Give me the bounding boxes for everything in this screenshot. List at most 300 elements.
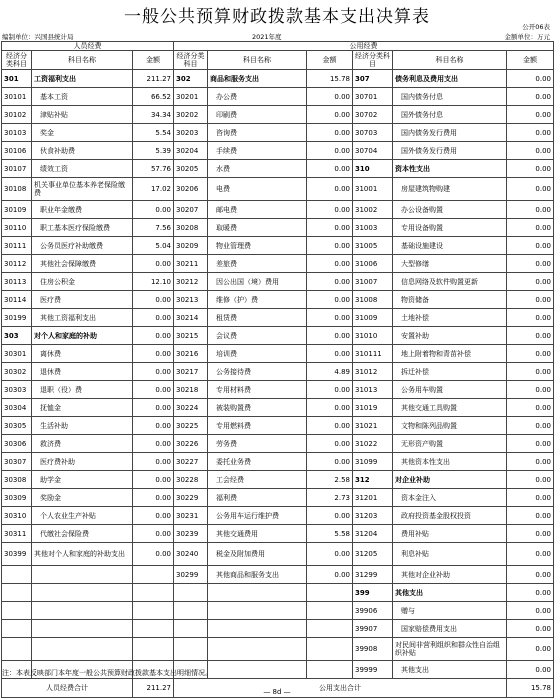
cell-code: 30103 [2,124,32,142]
cell-name: 差旅费 [208,255,307,273]
table-row [2,201,554,219]
cell-code: 31204 [353,525,393,543]
header-amount: 金额 [507,51,554,70]
cell-name: 物业管理费 [208,237,307,255]
table-row [2,620,554,638]
cell-name: 资本金注入 [393,489,507,507]
cell-code: 302 [174,70,208,88]
cell-amount: 0.00 [307,106,353,124]
cell-name: 国内债务发行费用 [393,124,507,142]
cell-name [32,638,133,661]
cell-amount [307,584,353,602]
cell-code: 30229 [174,489,208,507]
table-row [2,525,554,543]
cell-name: 信息网络及软件购置更新 [393,273,507,291]
table-row [2,124,554,142]
unit-label: 编制单位：兴国县统计局 [2,33,74,41]
cell-code: 30306 [2,435,32,453]
cell-name: 委托业务费 [208,453,307,471]
cell-name: 其他资本性支出 [393,453,507,471]
personnel-total-value: 211.27 [133,679,174,698]
cell-amount [133,566,174,584]
cell-code: 30207 [174,201,208,219]
cell-amount: 0.00 [507,178,554,201]
cell-code: 31009 [353,309,393,327]
cell-amount: 0.00 [307,345,353,363]
cell-name: 其他支出 [393,661,507,679]
cell-name: 公务用车运行维护费 [208,507,307,525]
cell-name: 职业年金缴费 [32,201,133,219]
cell-amount: 0.00 [507,363,554,381]
cell-name: 伙食补助费 [32,142,133,160]
cell-code: 30240 [174,543,208,566]
cell-amount: 0.00 [307,255,353,273]
cell-amount: 0.00 [507,620,554,638]
cell-code: 30110 [2,219,32,237]
cell-name: 专用材料费 [208,381,307,399]
cell-amount [307,638,353,661]
cell-code: 30107 [2,160,32,178]
cell-code: 303 [2,327,32,345]
cell-code: 30303 [2,381,32,399]
cell-code: 30214 [174,309,208,327]
cell-name: 费用补贴 [393,525,507,543]
cell-amount: 0.00 [507,237,554,255]
cell-name: 退休费 [32,363,133,381]
cell-name: 无形资产购置 [393,435,507,453]
cell-code: 399 [353,584,393,602]
cell-amount: 17.02 [133,178,174,201]
cell-name [32,602,133,620]
cell-name: 机关事业单位基本养老保险缴费 [32,178,133,201]
cell-code: 31201 [353,489,393,507]
cell-name: 土地补偿 [393,309,507,327]
cell-code: 30211 [174,255,208,273]
cell-code [2,566,32,584]
cell-name: 税金及附加费用 [208,543,307,566]
cell-amount: 0.00 [307,201,353,219]
cell-amount: 0.00 [133,525,174,543]
cell-amount: 0.00 [507,327,554,345]
cell-amount: 5.54 [133,124,174,142]
cell-name: 公务员医疗补助缴费 [32,237,133,255]
cell-code: 31003 [353,219,393,237]
cell-name: 地上附着物和青苗补偿 [393,345,507,363]
cell-amount: 0.00 [507,507,554,525]
cell-amount: 0.00 [133,381,174,399]
cell-name: 文物和陈列品购置 [393,417,507,435]
cell-amount: 0.00 [507,489,554,507]
cell-amount: 0.00 [507,638,554,661]
cell-code: 30228 [174,471,208,489]
cell-name: 奖金 [32,124,133,142]
cell-name: 基础设施建设 [393,237,507,255]
header-name: 科目名称 [208,51,307,70]
public-total-value: 15.78 [507,679,554,698]
cell-name: 房屋建筑物购建 [393,178,507,201]
cell-amount: 0.00 [133,507,174,525]
header-code: 经济分类科目 [353,51,393,70]
cell-name: 工资福利支出 [32,70,133,88]
cell-code: 30310 [2,507,32,525]
table-row [2,160,554,178]
cell-amount: 0.00 [307,124,353,142]
cell-amount: 0.00 [307,88,353,106]
cell-amount: 0.00 [307,543,353,566]
cell-name: 公务用车购置 [393,381,507,399]
cell-name: 租赁费 [208,309,307,327]
cell-name: 物资储备 [393,291,507,309]
cell-code: 30101 [2,88,32,106]
footnote: 注：本表反映部门本年度一般公共预算财政拨款基本支出明细情况。 [2,669,212,677]
cell-name: 住房公积金 [32,273,133,291]
cell-code: 31019 [353,399,393,417]
cell-code: 30114 [2,291,32,309]
cell-amount: 0.00 [307,309,353,327]
cell-amount: 0.00 [307,417,353,435]
cell-amount [133,602,174,620]
cell-code [2,602,32,620]
cell-name: 劳务费 [208,435,307,453]
cell-amount: 57.76 [133,160,174,178]
table-row [2,106,554,124]
amount-unit: 金额单位：万元 [504,33,550,41]
cell-name: 资本性支出 [393,160,507,178]
cell-name: 其他商品和服务支出 [208,566,307,584]
cell-name [208,620,307,638]
cell-code [174,602,208,620]
cell-code: 31021 [353,417,393,435]
table-row [2,255,554,273]
cell-code: 30201 [174,88,208,106]
cell-amount: 0.00 [507,201,554,219]
cell-code: 31299 [353,566,393,584]
cell-code: 30112 [2,255,32,273]
cell-name [32,584,133,602]
cell-name: 公务接待费 [208,363,307,381]
table-row [2,602,554,620]
cell-code: 30226 [174,435,208,453]
cell-code: 30239 [174,525,208,543]
cell-code: 31013 [353,381,393,399]
cell-code [2,620,32,638]
cell-name [32,620,133,638]
header-name: 科目名称 [393,51,507,70]
cell-code: 39908 [353,638,393,661]
cell-amount [307,661,353,679]
cell-code: 30215 [174,327,208,345]
cell-name: 其他交通工具购置 [393,399,507,417]
table-row [2,70,554,88]
cell-amount: 0.00 [307,219,353,237]
cell-amount: 4.89 [307,363,353,381]
cell-name: 水费 [208,160,307,178]
cell-amount: 0.00 [507,381,554,399]
cell-code: 30204 [174,142,208,160]
group-header-row [2,42,554,51]
cell-name: 奖励金 [32,489,133,507]
table-row [2,178,554,201]
cell-name: 职工基本医疗保险缴费 [32,219,133,237]
cell-amount: 0.00 [133,309,174,327]
cell-code: 30205 [174,160,208,178]
cell-name: 救济费 [32,435,133,453]
cell-name: 拆迁补偿 [393,363,507,381]
cell-code: 307 [353,70,393,88]
cell-code: 30109 [2,201,32,219]
cell-code: 310 [353,160,393,178]
year-label: 2021年度 [252,33,282,41]
cell-code: 30113 [2,273,32,291]
cell-amount [133,584,174,602]
cell-code: 30218 [174,381,208,399]
table-row [2,142,554,160]
cell-name: 抚恤金 [32,399,133,417]
cell-name: 个人农业生产补贴 [32,507,133,525]
cell-code: 30307 [2,453,32,471]
cell-amount: 0.00 [133,417,174,435]
cell-code: 31005 [353,237,393,255]
cell-amount: 0.00 [507,88,554,106]
cell-amount: 0.00 [507,543,554,566]
cell-amount: 0.00 [307,291,353,309]
cell-amount: 0.00 [307,435,353,453]
cell-name: 绩效工资 [32,160,133,178]
cell-code: 31012 [353,363,393,381]
cell-name: 福利费 [208,489,307,507]
cell-amount: 0.00 [507,399,554,417]
cell-code [174,638,208,661]
column-header-row [2,51,554,70]
cell-name [32,566,133,584]
cell-amount: 7.56 [133,219,174,237]
cell-amount: 0.00 [507,124,554,142]
cell-name: 其他交通费用 [208,525,307,543]
cell-code: 30212 [174,273,208,291]
cell-code: 30111 [2,237,32,255]
cell-code: 30225 [174,417,208,435]
cell-code: 39999 [353,661,393,679]
table-row [2,489,554,507]
table-row [2,435,554,453]
cell-name: 会议费 [208,327,307,345]
cell-code: 30301 [2,345,32,363]
cell-amount: 0.00 [507,142,554,160]
table-row [2,584,554,602]
cell-amount: 2.58 [307,471,353,489]
cell-code: 30213 [174,291,208,309]
cell-code: 31010 [353,327,393,345]
cell-name [208,661,307,679]
cell-name: 对个人和家庭的补助 [32,327,133,345]
cell-name: 办公费 [208,88,307,106]
cell-name: 其他工资福利支出 [32,309,133,327]
cell-amount: 0.00 [507,70,554,88]
cell-amount: 0.00 [507,309,554,327]
cell-code: 312 [353,471,393,489]
cell-name: 维修（护）费 [208,291,307,309]
cell-name: 咨询费 [208,124,307,142]
cell-name: 专用设备购置 [393,219,507,237]
cell-amount: 0.00 [307,237,353,255]
cell-amount: 34.34 [133,106,174,124]
cell-amount [133,620,174,638]
cell-name: 国家赔偿费用支出 [393,620,507,638]
cell-name: 培训费 [208,345,307,363]
cell-code: 30209 [174,237,208,255]
table-row [2,399,554,417]
cell-amount: 0.00 [133,201,174,219]
personnel-total-label: 人员经费合计 [2,679,133,698]
cell-code: 30309 [2,489,32,507]
cell-code: 30701 [353,88,393,106]
table-row [2,88,554,106]
cell-amount: 0.00 [507,661,554,679]
cell-amount: 5.58 [307,525,353,543]
cell-name: 安置补助 [393,327,507,345]
cell-name: 赠与 [393,602,507,620]
cell-amount: 0.00 [507,471,554,489]
cell-amount: 2.73 [307,489,353,507]
cell-code: 30203 [174,124,208,142]
cell-name: 印刷费 [208,106,307,124]
cell-amount [133,638,174,661]
cell-name: 国外债务发行费用 [393,142,507,160]
cell-amount: 0.00 [307,327,353,345]
cell-amount: 0.00 [507,106,554,124]
cell-code: 30302 [2,363,32,381]
table-row [2,453,554,471]
cell-code: 31099 [353,453,393,471]
cell-amount: 0.00 [133,489,174,507]
header-name: 科目名称 [32,51,133,70]
cell-amount: 5.04 [133,237,174,255]
cell-name: 政府投资基金股权投资 [393,507,507,525]
cell-amount: 0.00 [307,273,353,291]
cell-amount: 0.00 [507,417,554,435]
cell-code: 30199 [2,309,32,327]
cell-code: 31002 [353,201,393,219]
page-title: 一般公共预算财政拨款基本支出决算表 [124,7,430,27]
cell-name: 其他对个人和家庭的补助支出 [32,543,133,566]
cell-amount: 5.39 [133,142,174,160]
cell-amount: 0.00 [507,219,554,237]
table-row [2,309,554,327]
cell-name: 电费 [208,178,307,201]
cell-code [174,584,208,602]
header-amount: 金额 [307,51,353,70]
cell-amount: 0.00 [507,160,554,178]
cell-name: 手续费 [208,142,307,160]
table-row [2,345,554,363]
header-amount: 金额 [133,51,174,70]
cell-amount: 0.00 [507,602,554,620]
cell-code: 30227 [174,453,208,471]
cell-amount: 0.00 [307,381,353,399]
cell-code: 30702 [353,106,393,124]
public-total-label: 公用支出合计 [174,679,507,698]
cell-code: 30308 [2,471,32,489]
cell-name: 办公设备购置 [393,201,507,219]
cell-code: 31008 [353,291,393,309]
cell-name: 商品和服务支出 [208,70,307,88]
cell-amount: 0.00 [507,435,554,453]
cell-code: 30202 [174,106,208,124]
cell-name: 退职（役）费 [32,381,133,399]
table-row [2,219,554,237]
cell-code: 31001 [353,178,393,201]
cell-code: 39906 [353,602,393,620]
cell-name: 对民间非营利组织和群众性自治组织补贴 [393,638,507,661]
cell-amount: 0.00 [507,525,554,543]
cell-amount: 0.00 [307,399,353,417]
page-number: — 8d — [263,688,291,696]
cell-name: 大型修缮 [393,255,507,273]
cell-name: 医疗费 [32,291,133,309]
cell-amount [307,602,353,620]
table-row [2,237,554,255]
cell-code: 30108 [2,178,32,201]
header-code: 经济分类科目 [174,51,208,70]
cell-code: 30106 [2,142,32,160]
cell-name: 其他对企业补助 [393,566,507,584]
cell-amount: 0.00 [507,566,554,584]
cell-code: 30217 [174,363,208,381]
cell-name: 助学金 [32,471,133,489]
cell-amount: 0.00 [133,363,174,381]
cell-code: 30299 [174,566,208,584]
cell-amount: 0.00 [507,255,554,273]
cell-name: 其他支出 [393,584,507,602]
cell-amount: 0.00 [133,291,174,309]
cell-code: 31022 [353,435,393,453]
cell-name: 专用燃料费 [208,417,307,435]
cell-name: 其他社会保障缴费 [32,255,133,273]
cell-code: 30224 [174,399,208,417]
cell-code [2,584,32,602]
cell-name [208,584,307,602]
table-code: 公开06表 [522,23,550,31]
cell-amount: 0.00 [507,273,554,291]
cell-code [2,638,32,661]
cell-amount: 0.00 [307,453,353,471]
cell-amount: 0.00 [133,543,174,566]
cell-name: 被装购置费 [208,399,307,417]
cell-name: 对企业补助 [393,471,507,489]
cell-amount: 0.00 [133,453,174,471]
cell-code: 31205 [353,543,393,566]
cell-code: 31203 [353,507,393,525]
cell-code [174,620,208,638]
cell-amount: 0.00 [133,255,174,273]
cell-code: 30305 [2,417,32,435]
cell-code: 30206 [174,178,208,201]
cell-amount: 0.00 [307,507,353,525]
cell-amount: 211.27 [133,70,174,88]
cell-name: 生活补助 [32,417,133,435]
cell-amount: 0.00 [307,566,353,584]
cell-name: 津贴补贴 [32,106,133,124]
cell-amount [307,620,353,638]
cell-name: 因公出国（境）费用 [208,273,307,291]
cell-amount: 0.00 [133,399,174,417]
cell-code: 30208 [174,219,208,237]
cell-amount: 0.00 [507,453,554,471]
cell-name: 国内债务付息 [393,88,507,106]
cell-code: 31006 [353,255,393,273]
cell-amount: 0.00 [133,327,174,345]
cell-amount: 0.00 [133,435,174,453]
